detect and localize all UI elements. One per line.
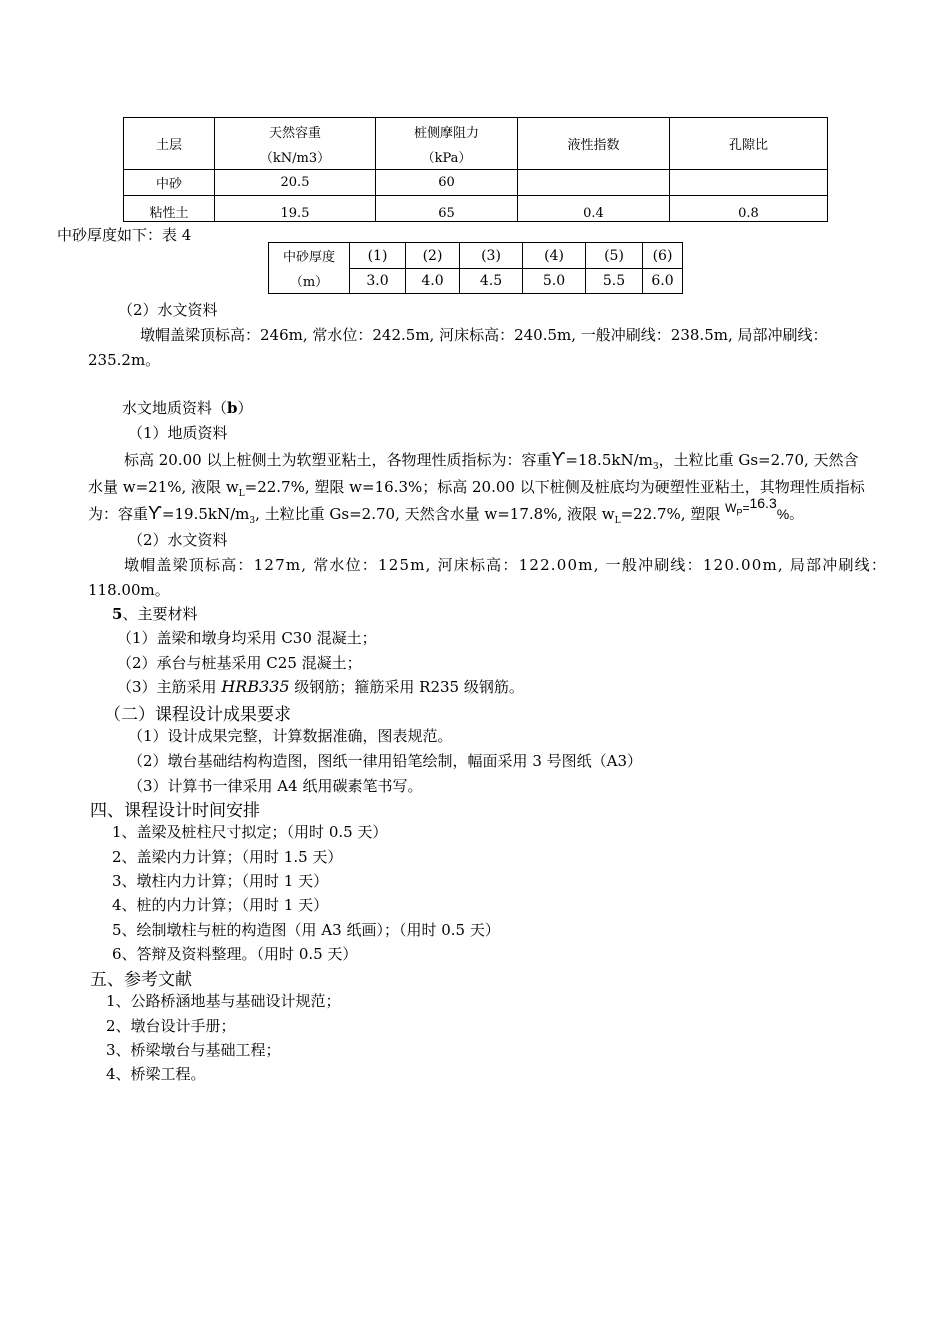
table-cell: 0.8	[670, 196, 828, 222]
geo-sub: 3	[652, 462, 659, 472]
requirement-1: （1）设计成果完整，计算数据准确，图表规范。	[128, 727, 453, 745]
table-cell	[518, 170, 670, 196]
value-cell: 3.0	[350, 269, 406, 294]
wp-p: P	[736, 507, 743, 518]
table-cell	[670, 170, 828, 196]
schedule-item: 2、盖梁内力计算；（用时 1.5 天）	[112, 848, 343, 866]
table-cell: 0.4	[518, 196, 670, 222]
reference-item: 4、桥梁工程。	[106, 1065, 206, 1083]
header-liquidity-index: 液性指数	[518, 118, 670, 170]
value-cell: 5.5	[586, 269, 643, 294]
geo-text: 标高 20.00 以上桩侧土为软塑亚粘土，各物理性质指标为：容重	[124, 451, 552, 469]
table4-caption: 中砂厚度如下：表 4	[57, 226, 192, 244]
col-header: (6)	[643, 243, 683, 269]
geo-text: =22.7%, 塑限	[620, 505, 721, 523]
hydro1-line2: 235.2m。	[88, 351, 161, 369]
table-cell: 20.5	[215, 170, 376, 196]
b-title-text: 水文地质资料（	[122, 399, 228, 417]
b-letter: b	[227, 399, 238, 417]
header-unit-weight-label: 天然容重	[268, 125, 321, 141]
col-header: (5)	[586, 243, 643, 269]
requirement-3: （3）计算书一律采用 A4 纸用碳素笔书写。	[128, 777, 423, 795]
requirement-2: （2）墩台基础结构构造图，图纸一律用铅笔绘制，幅面采用 3 号图纸（A3）	[128, 752, 643, 770]
gamma-icon: ϒ	[551, 449, 566, 469]
materials-title-text: 、主要材料	[122, 605, 198, 623]
header-unit-weight-unit: （kN/m3）	[259, 150, 331, 166]
col-header: (1)	[350, 243, 406, 269]
material-3-text: （3）主筋采用	[117, 678, 222, 696]
material-2: （2）承台与桩基采用 C25 混凝土；	[117, 654, 362, 672]
sand-label-cell	[269, 243, 350, 294]
geo-text: =22.7%, 塑限 w=16.3%；标高 20.00 以下桩侧及桩底均为硬塑性亚粘土，其物理性质指标	[244, 478, 865, 496]
col-header: (4)	[523, 243, 586, 269]
header-void-ratio: 孔隙比	[670, 118, 828, 170]
schedule-item: 5、绘制墩柱与桩的构造图（用 A3 纸画）；（用时 0.5 天）	[112, 921, 500, 939]
geo-text: , 土粒比重 Gs=2.70, 天然含水量 w=17.8%, 液限 w	[255, 505, 615, 523]
schedule-item: 4、桩的内力计算；（用时 1 天）	[112, 896, 329, 914]
header-soil-layer: 土层	[124, 118, 215, 170]
table-cell: 19.5	[215, 196, 376, 222]
geo-sub: 3	[249, 516, 256, 526]
geo-text: =19.5kN/m	[161, 505, 250, 523]
value-cell: 4.0	[406, 269, 460, 294]
value-cell: 5.0	[523, 269, 586, 294]
value-cell: 6.0	[643, 269, 683, 294]
material-1: （1）盖梁和墩身均采用 C30 混凝土；	[117, 629, 377, 647]
materials-num: 5	[112, 605, 123, 623]
requirements-title: （二）课程设计成果要求	[104, 705, 291, 725]
col-header: (2)	[406, 243, 460, 269]
material-3-grade: HRB335	[221, 677, 290, 696]
geo-line3	[88, 495, 804, 526]
references-title: 五、参考文献	[90, 970, 192, 990]
geo-text: 为：容重	[88, 505, 149, 523]
header-friction-unit: （kPa）	[421, 150, 472, 166]
geo-line1	[124, 449, 859, 472]
hydro2-line1: 墩帽盖梁顶标高：127m, 常水位：125m, 河床标高：122.00m, 一般冲刷线：120.00m, 局部冲刷线：	[124, 556, 888, 574]
reference-item: 1、公路桥涵地基与基础设计规范；	[106, 992, 341, 1010]
geo-sub: L	[614, 516, 621, 526]
table-cell: 60	[376, 170, 518, 196]
b-close: ）	[237, 399, 253, 417]
material-3	[117, 676, 524, 697]
materials-title	[112, 603, 197, 624]
schedule-item: 3、墩柱内力计算；（用时 1 天）	[112, 872, 329, 890]
schedule-item: 6、答辩及资料整理。（用时 0.5 天）	[112, 945, 358, 963]
col-header: (3)	[460, 243, 523, 269]
geo-text: ，土粒比重 Gs=2.70, 天然含	[658, 451, 859, 469]
wp-value: 16.3	[749, 495, 777, 511]
geo-title: （1）地质资料	[128, 424, 228, 442]
header-unit-weight	[215, 118, 376, 170]
reference-item: 2、墩台设计手册；	[106, 1017, 236, 1035]
table-cell: 65	[376, 196, 518, 222]
wp-symbol	[725, 501, 750, 518]
wp-w: W	[725, 501, 737, 515]
hydro2-title: （2）水文资料	[128, 531, 228, 549]
sand-unit: （m）	[289, 275, 329, 290]
material-3-text: 级钢筋；箍筋采用 R235 级钢筋。	[289, 678, 524, 696]
hydro1-title: （2）水文资料	[118, 301, 218, 319]
table-cell: 粘性土	[124, 196, 215, 222]
wp-eq: =	[742, 501, 750, 515]
hydro2-line2: 118.00m。	[88, 581, 170, 599]
wp-pct: %。	[776, 506, 804, 522]
schedule-item: 1、盖梁及桩柱尺寸拟定；（用时 0.5 天）	[112, 823, 388, 841]
sand-thickness-table	[268, 242, 683, 294]
table-cell: 中砂	[124, 170, 215, 196]
gamma-icon: ϒ	[148, 503, 162, 523]
header-friction	[376, 118, 518, 170]
geo-sub: L	[238, 489, 245, 499]
sand-label: 中砂厚度	[282, 250, 335, 265]
table-row	[124, 196, 828, 222]
table-row	[124, 170, 828, 196]
header-friction-label: 桩侧摩阻力	[413, 125, 479, 141]
schedule-title: 四、课程设计时间安排	[90, 801, 260, 821]
reference-item: 3、桥梁墩台与基础工程；	[106, 1041, 281, 1059]
geo-text: 水量 w=21%, 液限 w	[88, 478, 239, 496]
geo-text: =18.5kN/m	[565, 451, 653, 469]
hydro1-line1: 墩帽盖梁顶标高：246m, 常水位：242.5m, 河床标高：240.5m, 一般冲刷线：238.5m, 局部冲刷线：	[140, 326, 828, 344]
soil-properties-table	[123, 117, 828, 222]
value-cell: 4.5	[460, 269, 523, 294]
b-section-title	[122, 397, 253, 418]
